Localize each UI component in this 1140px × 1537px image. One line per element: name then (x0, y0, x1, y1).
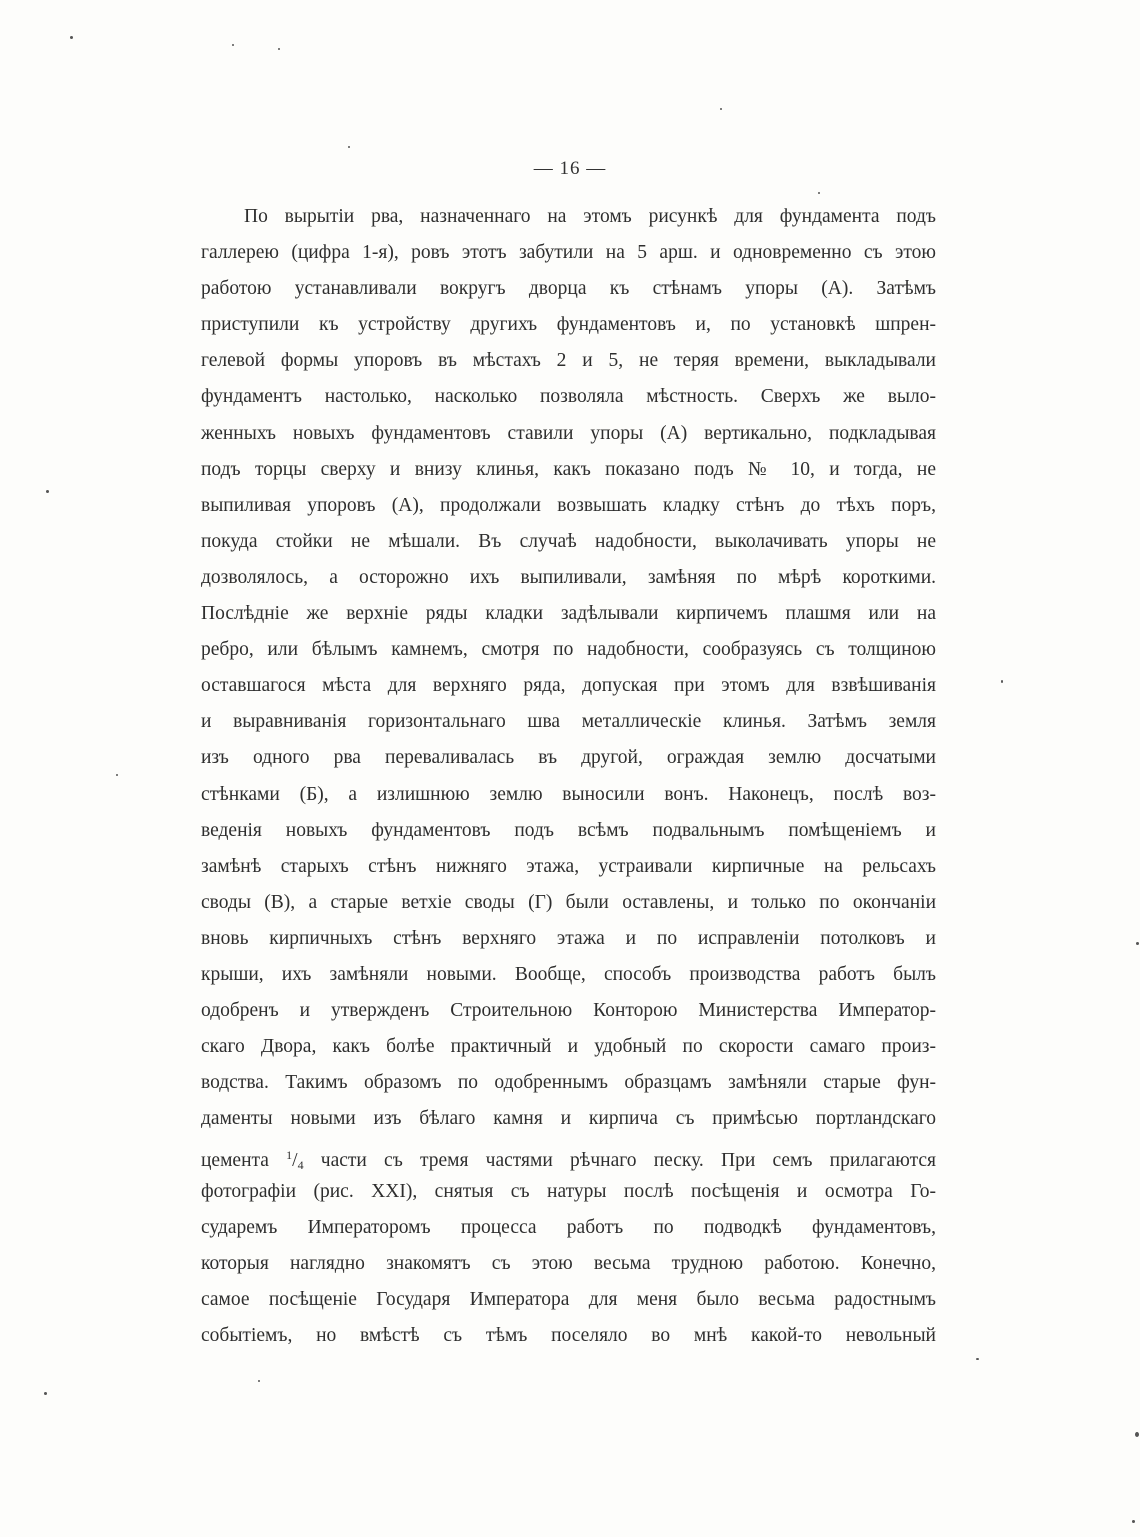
text-line: фотографіи (рис. XXI), снятыя съ натуры послѣ посѣщенія и осмотра Го- (201, 1180, 936, 1202)
text-line: изъ одного рва переваливалась въ другой, ограждая землю досчатыми (201, 747, 936, 769)
scan-speck (720, 108, 722, 110)
scan-speck (1135, 1432, 1139, 1437)
text-line: подъ торцы сверху и внизу клинья, какъ показано подъ № 10, и тогда, не (201, 458, 936, 480)
text-line: даменты новыми изъ бѣлаго камня и кирпича съ примѣсью портландскаго (201, 1108, 936, 1130)
text-line: замѣнѣ старыхъ стѣнъ нижняго этажа, устраивали кирпичные на рельсахъ (201, 855, 936, 877)
scan-speck (818, 192, 820, 194)
scan-speck (278, 48, 280, 50)
text-line: самое посѣщеніе Государя Императора для меня было весьма радостнымъ (201, 1288, 936, 1310)
text-line: скаго Двора, какъ болѣе практичный и удобный по скорости самаго произ- (201, 1036, 936, 1058)
text-line: женныхъ новыхъ фундаментовъ ставили упоры (А) вертикально, подкладывая (201, 422, 936, 444)
scan-speck (70, 36, 73, 39)
text-line: галлерею (цифра 1-я), ровъ этотъ забутили на 5 арш. и одновременно съ этою (201, 242, 936, 264)
text-line: одобренъ и утвержденъ Строительною Конторою Министерства Император- (201, 1000, 936, 1022)
text-line: фундаментъ настолько, насколько позволяла мѣстность. Сверхъ же выло- (201, 386, 936, 408)
text-line: стѣнками (Б), а излишнюю землю выносили вонъ. Наконецъ, послѣ воз- (201, 783, 936, 805)
text-line: По вырытіи рва, назначеннаго на этомъ рисункѣ для фундамента подъ (244, 206, 936, 227)
scan-speck (232, 44, 234, 46)
text-line: сударемъ Императоромъ процесса работъ по подводкѣ фундаментовъ, (201, 1216, 936, 1238)
fraction-line-after: части съ тремя частями рѣчнаго песку. При семъ прилагаются (320, 1150, 936, 1172)
page-number: — 16 — (533, 158, 607, 179)
text-line: которыя наглядно знакомятъ съ этою весьма трудною работою. Конечно, (201, 1252, 936, 1274)
text-line: покуда стойки не мѣшали. Въ случаѣ надобности, выколачивать упоры не (201, 530, 936, 552)
text-line: дозволялось, а осторожно ихъ выпиливали, замѣняя по мѣрѣ короткими. (201, 566, 936, 588)
text-line: вновь кирпичныхъ стѣнъ верхняго этажа и по исправленіи потолковъ и (201, 927, 936, 949)
text-line: оставшагося мѣста для верхняго ряда, допуская при этомъ для взвѣшиванія (201, 675, 936, 697)
scan-speck (46, 490, 49, 493)
scan-speck (976, 1358, 979, 1360)
text-line: своды (В), а старые ветхіе своды (Г) были оставлены, и только по окончаніи (201, 891, 936, 913)
scan-speck (258, 1380, 260, 1382)
fraction-one-quarter: $^1/_4$ (286, 1148, 304, 1173)
fraction-numerator: 1 (286, 1148, 293, 1163)
text-line: веденія новыхъ фундаментовъ подъ всѣмъ подвальнымъ помѣщеніемъ и (201, 819, 936, 841)
scan-speck (1136, 942, 1139, 945)
text-line: приступили къ устройству другихъ фундаментовъ и, по установкѣ шпрен- (201, 314, 936, 336)
text-line: работою устанавливали вокругъ дворца къ стѣнамъ упоры (А). Затѣмъ (201, 278, 936, 300)
text-line: гелевой формы упоровъ въ мѣстахъ 2 и 5, не теряя времени, выкладывали (201, 350, 936, 372)
text-line-with-fraction (201, 1137, 936, 1173)
scan-speck (1001, 680, 1003, 683)
scan-speck (44, 1392, 47, 1395)
text-line: выпиливая упоровъ (А), продолжали возвышать кладку стѣнъ до тѣхъ поръ, (201, 494, 936, 516)
scan-speck (116, 774, 118, 776)
text-line: крыши, ихъ замѣняли новыми. Вообще, способъ производства работъ былъ (201, 963, 936, 985)
body-text (201, 199, 936, 1354)
scan-speck (348, 146, 350, 148)
text-line: Послѣдніе же верхніе ряды кладки задѣлывали кирпичемъ плашмя или на (201, 603, 936, 625)
text-line: водства. Такимъ образомъ по одобреннымъ образцамъ замѣняли старые фун- (201, 1072, 936, 1094)
text-line: событіемъ, но вмѣстѣ съ тѣмъ поселяло во мнѣ какой-то невольный (201, 1324, 936, 1346)
text-line: ребро, или бѣлымъ камнемъ, смотря по надобности, сообразуясь съ толщиною (201, 639, 936, 661)
fraction-line-before: цемента (201, 1150, 269, 1172)
scan-speck (1132, 1520, 1135, 1523)
text-line: и выравниванія горизонтальнаго шва металлическіе клинья. Затѣмъ земля (201, 711, 936, 733)
fraction-denominator: 4 (297, 1158, 304, 1173)
